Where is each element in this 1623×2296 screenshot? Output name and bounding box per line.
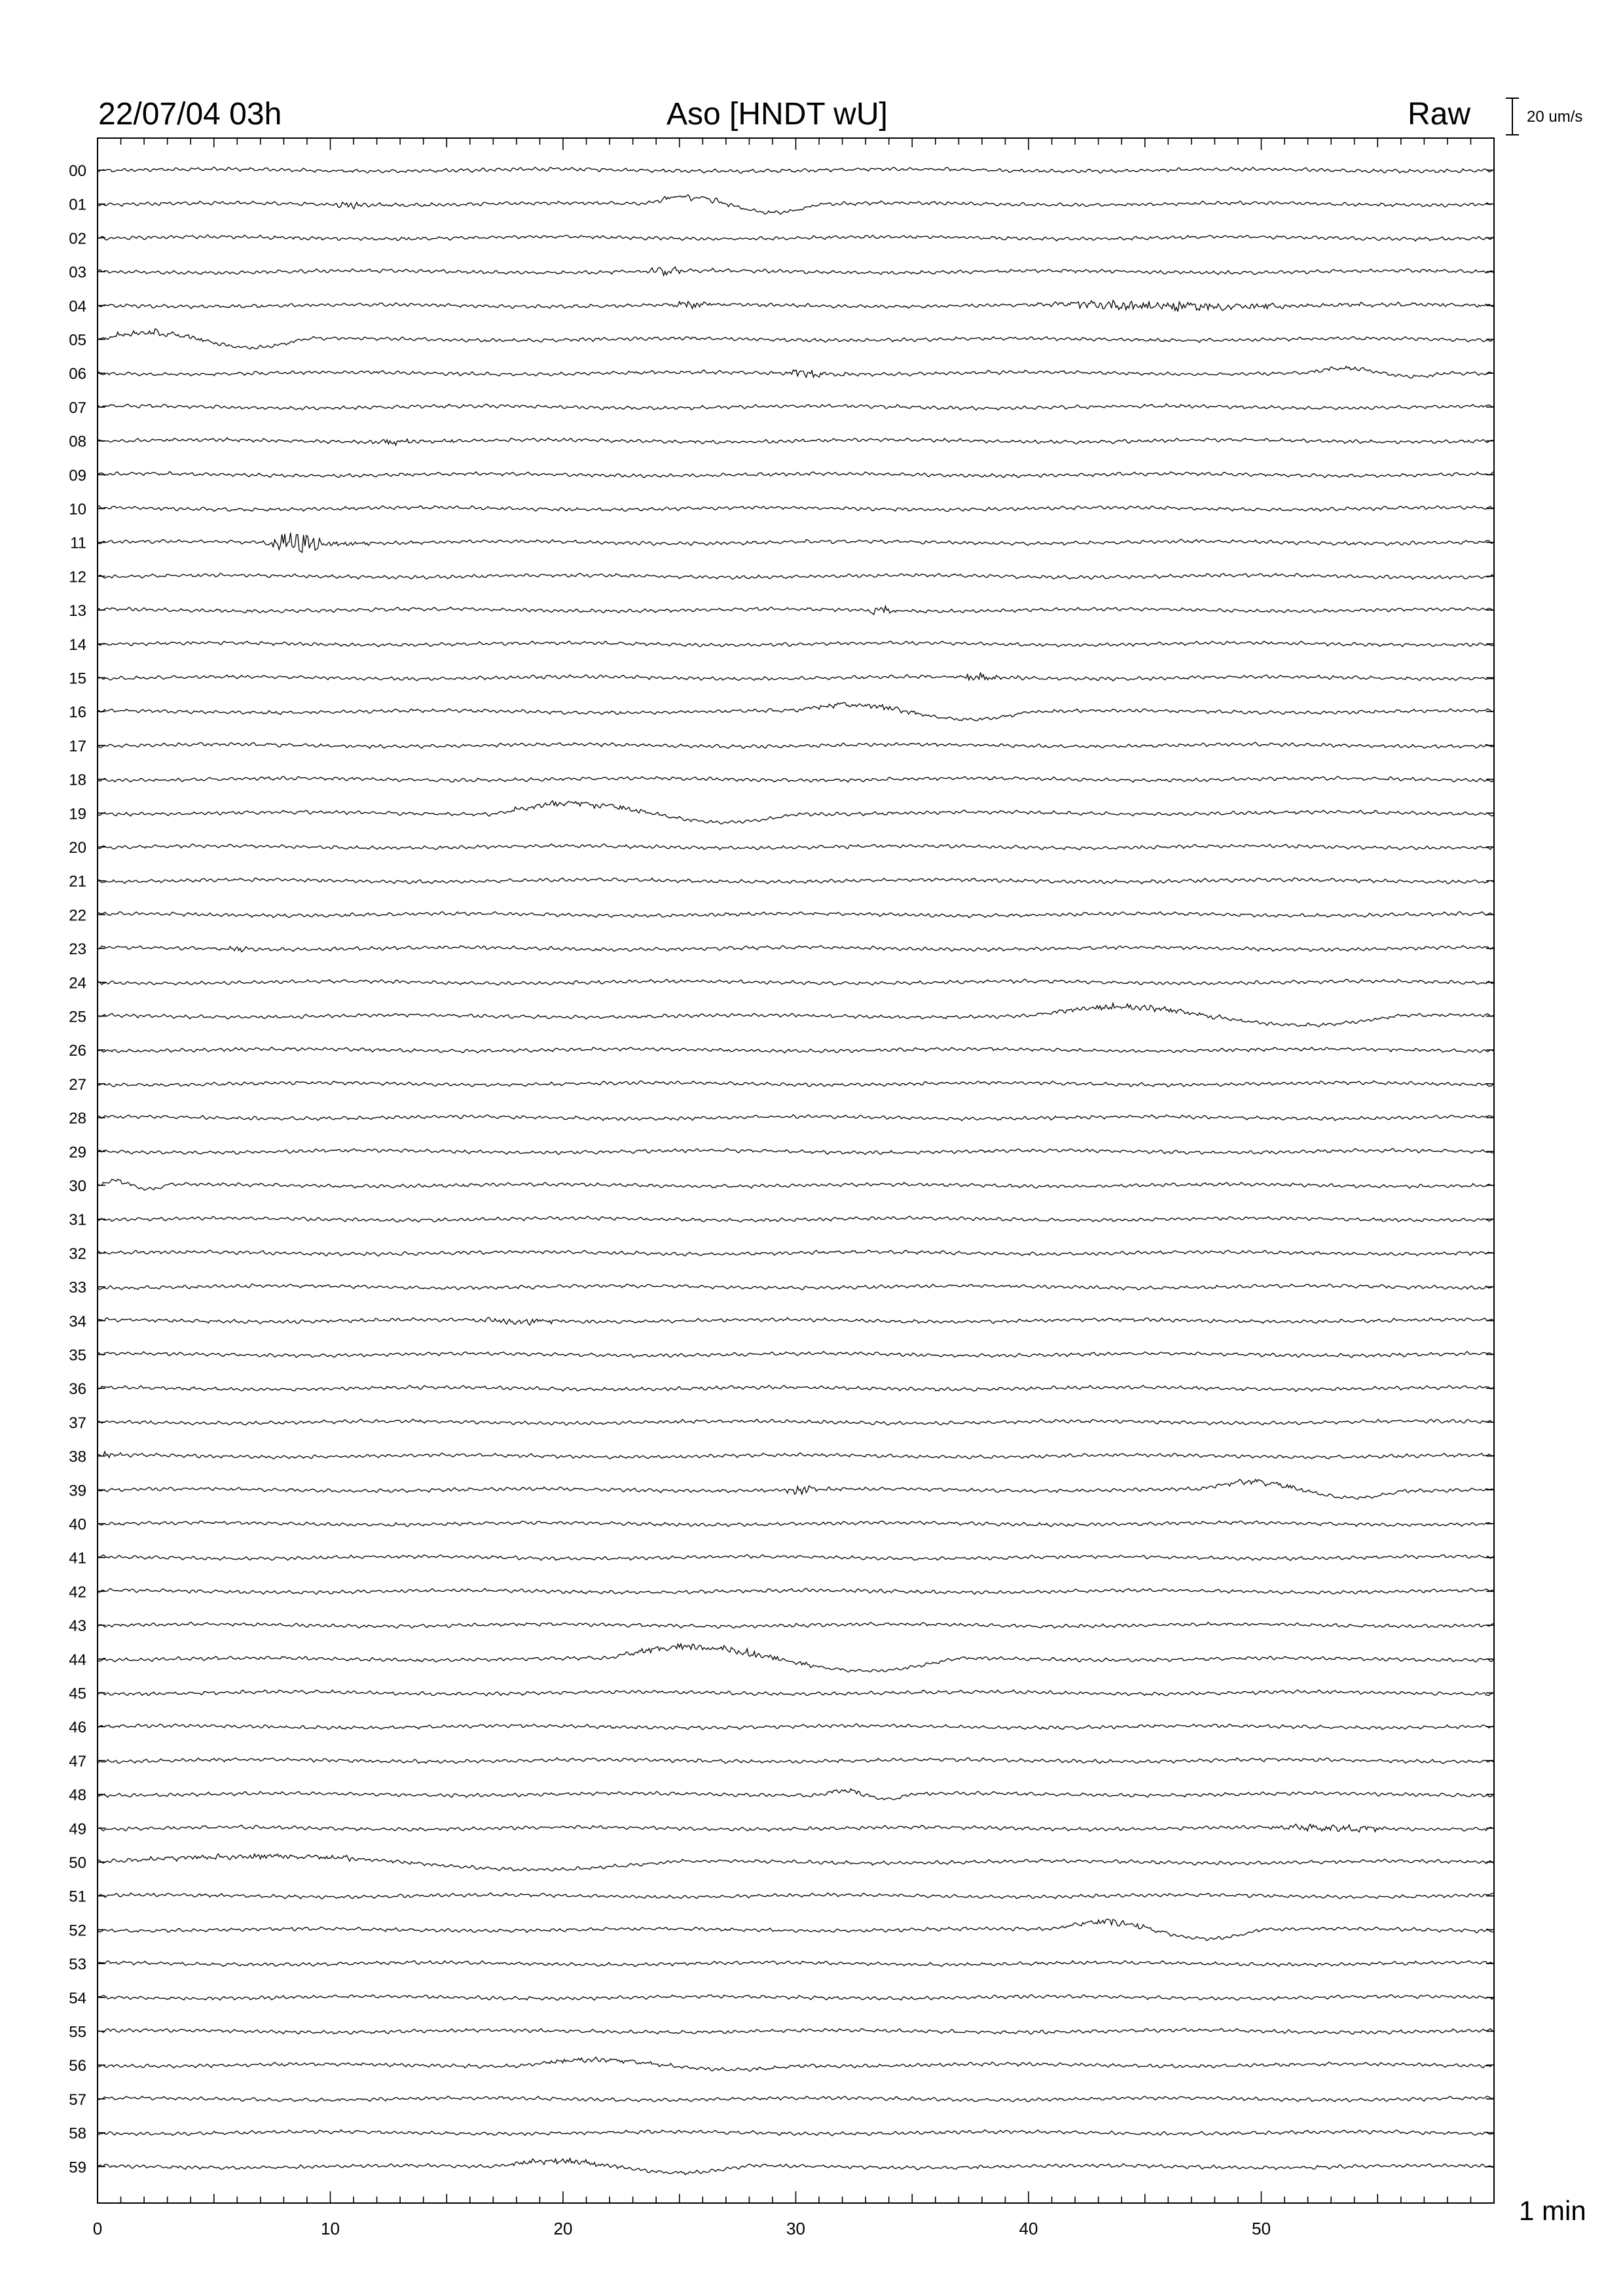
row-label: 17 (69, 737, 86, 755)
trace-row-32 (98, 1250, 1493, 1256)
trace-row-59 (98, 2159, 1493, 2175)
trace-row-11 (98, 533, 1493, 552)
trace-row-57 (98, 2096, 1493, 2102)
row-label: 13 (69, 602, 86, 620)
trace-row-33 (98, 1284, 1493, 1290)
trace-row-22 (98, 912, 1493, 918)
trace-row-28 (98, 1115, 1493, 1121)
trace-row-01 (98, 195, 1493, 215)
row-label: 08 (69, 433, 86, 451)
row-label: 02 (69, 230, 86, 248)
trace-row-46 (98, 1724, 1493, 1730)
trace-row-13 (98, 606, 1493, 615)
trace-row-52 (98, 1919, 1493, 1941)
trace-row-14 (98, 641, 1493, 647)
row-label: 23 (69, 941, 86, 959)
row-label: 57 (69, 2090, 86, 2109)
row-label: 03 (69, 264, 86, 282)
row-label: 21 (69, 872, 86, 891)
x-tick-label: 0 (92, 2219, 103, 2238)
trace-row-24 (98, 979, 1493, 985)
mode-label: Raw (1408, 97, 1471, 132)
row-label: 32 (69, 1245, 86, 1263)
row-label: 36 (69, 1380, 86, 1399)
row-label: 00 (69, 162, 86, 180)
row-label: 24 (69, 974, 86, 992)
row-label: 55 (69, 2023, 86, 2041)
row-label: 04 (69, 297, 86, 315)
row-label: 39 (69, 1482, 86, 1500)
trace-row-38 (98, 1452, 1493, 1459)
row-label: 50 (69, 1854, 86, 1872)
row-label: 19 (69, 805, 86, 823)
row-label: 48 (69, 1786, 86, 1804)
row-label: 43 (69, 1617, 86, 1636)
row-label: 52 (69, 1922, 86, 1940)
row-label: 16 (69, 704, 86, 722)
trace-row-50 (98, 1854, 1493, 1871)
row-label: 35 (69, 1346, 86, 1365)
x-unit-label: 1 min (1519, 2195, 1586, 2226)
trace-row-19 (98, 800, 1493, 824)
row-label: 40 (69, 1516, 86, 1534)
trace-row-07 (98, 404, 1493, 410)
row-label: 33 (69, 1279, 86, 1297)
trace-row-03 (98, 267, 1493, 276)
x-tick-label: 50 (1252, 2219, 1271, 2238)
row-label: 18 (69, 771, 86, 789)
row-label: 10 (69, 501, 86, 518)
trace-row-04 (98, 300, 1493, 312)
row-label: 51 (69, 1888, 86, 1906)
trace-row-53 (98, 1961, 1493, 1967)
x-tick-label: 30 (786, 2219, 805, 2238)
trace-row-21 (98, 878, 1493, 884)
row-label: 54 (69, 1989, 86, 2007)
row-label: 14 (69, 636, 86, 654)
trace-row-12 (98, 573, 1493, 579)
trace-row-39 (98, 1479, 1493, 1499)
trace-row-26 (98, 1047, 1493, 1053)
trace-row-23 (98, 946, 1493, 952)
trace-row-51 (98, 1893, 1493, 1899)
trace-row-58 (98, 2130, 1493, 2136)
row-label: 30 (69, 1177, 86, 1195)
row-label: 28 (69, 1109, 86, 1128)
row-label: 56 (69, 2057, 86, 2075)
trace-row-27 (98, 1081, 1493, 1086)
trace-row-17 (98, 742, 1493, 748)
row-label: 12 (69, 568, 86, 586)
trace-row-44 (98, 1644, 1493, 1672)
trace-row-29 (98, 1148, 1493, 1155)
trace-row-37 (98, 1419, 1493, 1425)
scale-label: 20 um/s (1527, 108, 1583, 126)
row-label: 11 (70, 534, 86, 552)
trace-row-30 (98, 1179, 1493, 1191)
trace-row-16 (98, 702, 1493, 721)
trace-row-18 (98, 776, 1493, 782)
trace-row-35 (98, 1352, 1493, 1357)
trace-row-15 (98, 672, 1493, 681)
row-label: 05 (69, 331, 86, 350)
row-label: 34 (69, 1312, 86, 1331)
trace-row-54 (98, 1994, 1493, 2000)
trace-row-34 (98, 1318, 1493, 1325)
row-label: 44 (69, 1651, 86, 1669)
row-label: 37 (69, 1414, 86, 1432)
trace-row-31 (98, 1216, 1493, 1222)
trace-row-55 (98, 2028, 1493, 2034)
row-label: 15 (69, 670, 86, 688)
trace-row-20 (98, 844, 1493, 850)
trace-row-02 (98, 235, 1493, 241)
row-label: 41 (69, 1549, 86, 1568)
row-label: 42 (69, 1583, 86, 1602)
trace-row-48 (98, 1789, 1493, 1800)
trace-row-06 (98, 367, 1493, 378)
trace-row-00 (98, 167, 1493, 173)
date-hour-label: 22/07/04 03h (98, 97, 282, 132)
station-title: Aso [HNDT wU] (666, 97, 888, 132)
row-label: 27 (69, 1075, 86, 1094)
trace-row-45 (98, 1690, 1493, 1696)
trace-row-25 (98, 1003, 1493, 1027)
x-tick-label: 10 (321, 2219, 340, 2238)
row-label: 26 (69, 1042, 86, 1060)
row-label: 31 (69, 1211, 86, 1229)
trace-row-40 (98, 1521, 1493, 1527)
trace-row-42 (98, 1588, 1493, 1594)
trace-row-49 (98, 1824, 1493, 1832)
trace-row-05 (98, 329, 1493, 349)
row-label: 47 (69, 1752, 86, 1770)
row-label: 45 (69, 1685, 86, 1703)
row-label: 25 (69, 1008, 86, 1026)
trace-row-36 (98, 1386, 1493, 1391)
row-label: 58 (69, 2125, 86, 2143)
row-label: 22 (69, 906, 86, 925)
trace-row-09 (98, 472, 1493, 478)
trace-row-47 (98, 1758, 1493, 1764)
row-label: 38 (69, 1448, 86, 1466)
row-label: 06 (69, 365, 86, 384)
row-label: 20 (69, 839, 86, 857)
row-label: 46 (69, 1719, 86, 1737)
trace-row-10 (98, 506, 1493, 512)
row-label: 09 (69, 467, 86, 485)
row-label: 53 (69, 1956, 86, 1974)
x-tick-label: 40 (1019, 2219, 1038, 2238)
plot-frame (98, 138, 1494, 2203)
row-label: 29 (69, 1143, 86, 1162)
x-tick-label: 20 (553, 2219, 573, 2238)
trace-row-43 (98, 1623, 1493, 1628)
row-label: 07 (69, 399, 86, 417)
row-label: 49 (69, 1820, 86, 1839)
row-label: 59 (69, 2159, 86, 2177)
trace-row-56 (98, 2057, 1493, 2072)
trace-row-41 (98, 1554, 1493, 1560)
row-label: 01 (69, 196, 86, 214)
trace-row-08 (98, 438, 1493, 446)
